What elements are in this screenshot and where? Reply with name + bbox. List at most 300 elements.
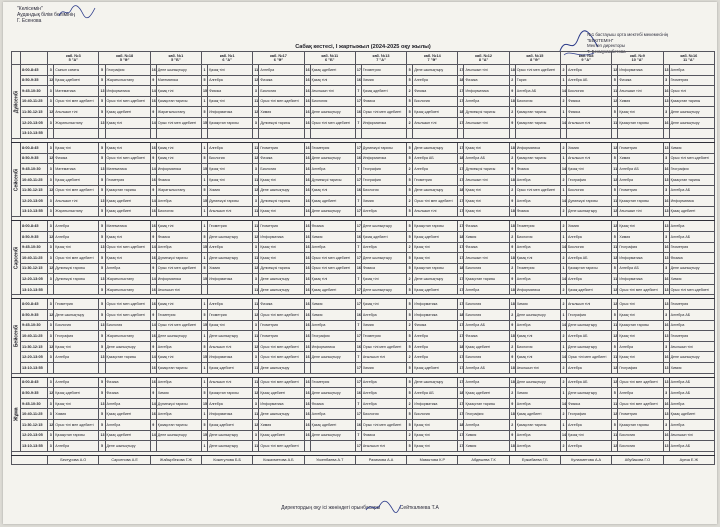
cabinet-number: 12	[612, 96, 618, 107]
cabinet-number: 1	[202, 253, 208, 264]
cabinet-number: 18	[509, 206, 515, 217]
subject-cell: Жаратылыстану	[105, 75, 150, 86]
subject-cell: Дене шынықтыру	[259, 284, 304, 295]
subject-cell: Информатика	[208, 409, 253, 420]
subject-cell: Дене шынықтыру	[208, 253, 253, 264]
subject-cell: Қазақстан тарихы	[156, 420, 201, 431]
cabinet-number: 5	[612, 107, 618, 118]
cabinet-number: 5	[99, 185, 105, 196]
cabinet-number: 11	[612, 196, 618, 207]
cabinet-number: 17	[458, 352, 464, 363]
cabinet-number: 16	[355, 231, 361, 242]
subject-cell: Информатика	[156, 164, 201, 175]
cabinet-number: 17	[458, 430, 464, 441]
subject-cell: Алгебра	[156, 409, 201, 420]
subject-cell: Алгебра	[464, 284, 509, 295]
cabinet-number: 15	[202, 352, 208, 363]
cabinet-number: 13	[663, 441, 669, 452]
subject-cell: Алгебра АБ	[464, 363, 509, 374]
cabinet-number: 3	[253, 352, 259, 363]
cabinet-number: 13	[99, 398, 105, 409]
subject-cell	[618, 128, 663, 139]
subject-cell: Информатика	[413, 299, 458, 310]
subject-cell: Қазақ әдебиеті	[413, 231, 458, 242]
cabinet-number: 13	[99, 430, 105, 441]
approved-left-sub: Аудандық білім бөлімінің	[17, 12, 75, 18]
cabinet-number: 2	[509, 341, 515, 352]
cabinet-number: 16	[355, 310, 361, 321]
subject-cell: Қазақ тілі	[156, 352, 201, 363]
cabinet-number: 5	[99, 420, 105, 431]
subject-cell: Ағылшын тілі	[208, 341, 253, 352]
subject-cell: Алгебра	[54, 377, 99, 388]
subject-cell: Информатика	[259, 398, 304, 409]
cabinet-number: 16	[663, 86, 669, 97]
lesson-time: 8:50-9:35	[21, 310, 48, 321]
column-header	[509, 52, 560, 65]
cabinet-number: 5	[407, 284, 413, 295]
cabinet-number: 3	[663, 107, 669, 118]
subject-cell: Қазақстан тарихы	[515, 420, 560, 431]
lesson-time: 8:50-9:35	[21, 153, 48, 164]
subject-cell: Алгебра	[156, 341, 201, 352]
time-header	[21, 52, 48, 65]
subject-cell: Алгебра	[618, 388, 663, 399]
cabinet-number: 12	[612, 143, 618, 154]
subject-cell: Химия	[156, 388, 201, 399]
cabinet-number: 5	[612, 420, 618, 431]
cabinet-number: 2	[407, 398, 413, 409]
subject-cell: Дүниежүзі тарихы	[464, 107, 509, 118]
cabinet-number: 5	[407, 107, 413, 118]
lesson-row	[12, 388, 715, 399]
cabinet-number: 16	[304, 398, 310, 409]
subject-cell: Алгебра	[515, 242, 560, 253]
cabinet-number: 2	[561, 96, 567, 107]
subject-cell: Физика	[515, 164, 560, 175]
cabinet-number: 5	[407, 409, 413, 420]
cabinet-number: 16	[304, 420, 310, 431]
subject-cell: Биология	[105, 320, 150, 331]
cabinet-number: 1	[202, 363, 208, 374]
cabinet-number: 16	[663, 274, 669, 285]
subject-cell: Геометрия	[259, 143, 304, 154]
cabinet-number: 18	[458, 231, 464, 242]
cabinet-number: 17	[355, 299, 361, 310]
cabinet-number: 3	[48, 96, 54, 107]
cabinet-number: 5	[202, 263, 208, 274]
subject-cell: Қазақстан тарихы	[669, 96, 714, 107]
lesson-row	[12, 65, 715, 76]
cabinet-number: 18	[509, 299, 515, 310]
cabinet-number: 12	[612, 441, 618, 452]
cabinet-number: 16	[355, 75, 361, 86]
subject-cell: Орыс тілі мен әдебиеті	[259, 441, 304, 452]
approval-block-left	[17, 6, 187, 24]
subject-cell: Информатика	[413, 310, 458, 321]
cabinet-number: 1	[202, 441, 208, 452]
cabinet-number: 17	[355, 377, 361, 388]
cabinet-number: 12	[253, 388, 259, 399]
cabinet-number: 16	[150, 221, 156, 232]
lesson-row	[12, 398, 715, 409]
cabinet-number: 9	[150, 263, 156, 274]
subject-cell: Физика	[464, 75, 509, 86]
cabinet-number: 13	[663, 206, 669, 217]
subject-cell: Алгебра	[413, 164, 458, 175]
subject-cell: Қазақ әдебиеті	[259, 388, 304, 399]
cabinet-number: 2	[561, 174, 567, 185]
subject-cell: Дене шынықтыру	[567, 388, 612, 399]
cabinet-number: 11	[253, 363, 259, 374]
cabinet-number: 14	[150, 117, 156, 128]
cabinet-number: 2	[561, 221, 567, 232]
cabinet-number: 5	[407, 65, 413, 76]
subject-cell: Қазақстан тарихы	[156, 363, 201, 374]
subject-cell: Химия	[515, 299, 560, 310]
cabinet-number: 18	[509, 441, 515, 452]
cabinet-number: 12	[612, 284, 618, 295]
cabinet-number: 16	[304, 96, 310, 107]
cabinet-number: 16	[304, 196, 310, 207]
cabinet-number: 18	[458, 153, 464, 164]
subject-cell: Алгебра	[310, 242, 355, 253]
subject-cell: Биология	[259, 164, 304, 175]
cabinet-number: 15	[202, 242, 208, 253]
subject-cell: Орыс тілі мен әдебиеті	[618, 377, 663, 388]
subject-cell: Биология	[515, 231, 560, 242]
cabinet-number: 13	[663, 221, 669, 232]
cabinet-number: 2	[407, 430, 413, 441]
subject-cell: Алгебра	[259, 65, 304, 76]
subject-cell: Қазақ әдебиеті	[105, 206, 150, 217]
subject-cell: Физика	[464, 221, 509, 232]
subject-cell	[156, 441, 201, 452]
cabinet-number: 7	[355, 274, 361, 285]
cabinet-number: 2	[561, 363, 567, 374]
subject-cell: Физика	[156, 174, 201, 185]
cabinet-number: 17	[458, 331, 464, 342]
subject-cell: Дене шынықтыру	[567, 320, 612, 331]
subject-cell: Алгебра	[54, 352, 99, 363]
cabinet-number: 5	[99, 206, 105, 217]
subject-cell: Қазақ әдебиеті	[310, 420, 355, 431]
cabinet-number: 3	[663, 185, 669, 196]
cabinet-number: 11	[253, 143, 259, 154]
cabinet-number: 3	[48, 253, 54, 264]
subject-cell: Ағылшын тілі	[361, 441, 406, 452]
cabinet-number: 3	[663, 263, 669, 274]
cabinet-number: 5	[612, 231, 618, 242]
cabinet-number: 16	[304, 231, 310, 242]
lesson-row	[12, 420, 715, 431]
cabinet-number: 16	[150, 409, 156, 420]
subject-cell: Қазақ тілі	[156, 153, 201, 164]
cabinet-number: 7	[355, 352, 361, 363]
lesson-time: 8:00-8:45	[21, 221, 48, 232]
cabinet-number: 18	[458, 107, 464, 118]
subject-cell: Химия	[515, 388, 560, 399]
subject-cell: Жаратылыстану	[105, 331, 150, 342]
column-header	[663, 52, 714, 65]
subject-cell: Алгебра АБ	[669, 388, 714, 399]
lesson-row	[12, 253, 715, 264]
approved-left-name: Г. Есенова	[17, 18, 42, 24]
subject-cell: Дүниежүзі тарихы	[464, 164, 509, 175]
subject-cell: Биология	[515, 96, 560, 107]
cabinet-number: 5	[202, 341, 208, 352]
cabinet-number: 1	[202, 174, 208, 185]
approved-right-line-4: Т. Бекмұхамбетова	[587, 48, 626, 54]
subject-cell: География	[618, 363, 663, 374]
subject-cell: Қазақ тілі	[618, 221, 663, 232]
subject-cell: Информатика	[413, 398, 458, 409]
lesson-row	[12, 441, 715, 452]
cabinet-number: 5	[612, 388, 618, 399]
subject-cell: Алгебра	[464, 96, 509, 107]
cabinet-number: 13	[99, 242, 105, 253]
subject-cell: Қазақстан тарихы	[464, 274, 509, 285]
subject-cell: Геометрия	[156, 310, 201, 321]
cabinet-number: 2	[561, 206, 567, 217]
subject-cell: Орыс тілі мен әдебиеті	[669, 153, 714, 164]
subject-cell: Физика	[310, 398, 355, 409]
cabinet-number: 5	[99, 409, 105, 420]
cabinet-number: 16	[150, 174, 156, 185]
subject-cell: Физика	[105, 388, 150, 399]
cabinet-number: 18	[509, 174, 515, 185]
cabinet-number: 2	[561, 65, 567, 76]
lesson-time: 8:50-9:35	[21, 75, 48, 86]
subject-cell: Қазақ тілі	[413, 253, 458, 264]
cabinet-number: 9	[150, 231, 156, 242]
subject-cell: Қазақ тілі	[515, 253, 560, 264]
subject-cell: Алгебра	[515, 441, 560, 452]
cabinet-number: 11	[253, 284, 259, 295]
column-header	[202, 52, 253, 65]
cabinet-number: 9	[150, 153, 156, 164]
cabinet-number: 14	[150, 398, 156, 409]
subject-cell: Алгебра	[669, 420, 714, 431]
column-class: 8 "Ә"	[530, 58, 540, 62]
class-teacher: Ержибаева Г.Б	[509, 455, 560, 464]
subject-cell: Ағылшын тілі	[515, 363, 560, 374]
cabinet-number: 14	[150, 196, 156, 207]
subject-cell: Информатика	[361, 117, 406, 128]
subject-cell: География	[464, 409, 509, 420]
cabinet-number: 2	[407, 242, 413, 253]
cabinet-number: 3	[48, 409, 54, 420]
subject-cell: Дене шынықтыру	[259, 185, 304, 196]
subject-cell: Қазақ тілі	[567, 164, 612, 175]
cabinet-number: 16	[355, 107, 361, 118]
cabinet-number: 9	[509, 274, 515, 285]
subject-cell: Қазақ тілі	[156, 299, 201, 310]
subject-cell	[515, 128, 560, 139]
cabinet-number: 13	[663, 143, 669, 154]
subject-cell: Геометрия	[54, 299, 99, 310]
cabinet-number: 16	[355, 263, 361, 274]
day-label: Дүйсенбі	[12, 65, 21, 139]
subject-cell: Алгебра	[54, 231, 99, 242]
subject-cell: Алгебра	[208, 75, 253, 86]
cabinet-number: 12	[48, 107, 54, 118]
cabinet-number: 12	[253, 420, 259, 431]
cabinet-number: 17	[458, 117, 464, 128]
subject-cell: Дүниежүзі тарихы	[54, 274, 99, 285]
column-class: 5 "Б"	[171, 58, 181, 62]
cabinet-number: 16	[304, 185, 310, 196]
cabinet-number: 2	[561, 441, 567, 452]
subject-cell: Физика	[105, 377, 150, 388]
subject-cell: Жаратылыстану	[156, 185, 201, 196]
cabinet-number: 17	[458, 206, 464, 217]
subject-cell: Қазақстан тарихы	[105, 352, 150, 363]
cabinet-number: 12	[48, 185, 54, 196]
cabinet-number: 16	[663, 196, 669, 207]
cabinet-number: 11	[253, 377, 259, 388]
cabinet-number: 17	[458, 284, 464, 295]
subject-cell: Алгебра	[361, 206, 406, 217]
subject-cell: Дене шынықтыру	[310, 153, 355, 164]
subject-cell: География	[361, 174, 406, 185]
subject-cell: Ағылшын тілі	[413, 206, 458, 217]
subject-cell: Геометрия	[105, 174, 150, 185]
subject-cell: Химия	[208, 185, 253, 196]
cabinet-number: 12	[612, 65, 618, 76]
lesson-row	[12, 117, 715, 128]
timetable-grid	[11, 48, 715, 465]
subject-cell: Қазақ әдебиеті	[413, 363, 458, 374]
cabinet-number: 7	[355, 86, 361, 97]
subject-cell: Алгебра	[567, 231, 612, 242]
subject-cell: Сынып сағаты	[54, 65, 99, 76]
lesson-time: 12:20-13:05	[21, 430, 48, 441]
subject-cell: Қазақ әдебиеті	[208, 420, 253, 431]
subject-cell	[259, 128, 304, 139]
column-header	[99, 52, 150, 65]
column-room: каб. №8	[578, 53, 594, 58]
subject-cell: Дене шынықтыру	[105, 441, 150, 452]
cabinet-number: 11	[612, 86, 618, 97]
subject-cell: Геометрия	[208, 310, 253, 321]
subject-cell: Алгебра АБ	[464, 320, 509, 331]
subject-cell: Биология	[310, 96, 355, 107]
cabinet-number: 14	[561, 117, 567, 128]
cabinet-number: 3	[48, 242, 54, 253]
subject-cell: Қазақ әдебиеті	[361, 86, 406, 97]
subject-cell: Химия	[618, 153, 663, 164]
cabinet-number: 9	[509, 242, 515, 253]
subject-cell: Қазақ тілі	[413, 430, 458, 441]
lesson-row	[12, 242, 715, 253]
subject-cell: Алгебра	[567, 441, 612, 452]
subject-cell: Қазақстан тарихы	[54, 430, 99, 441]
subject-cell: Орыс тілі мен әдебиеті	[310, 253, 355, 264]
subject-cell: Алгебра АБ	[567, 253, 612, 264]
cabinet-number: 3	[48, 143, 54, 154]
subject-cell: Ағылшын тілі	[464, 65, 509, 76]
column-room: каб. №3	[65, 53, 81, 58]
cabinet-number: 13	[663, 363, 669, 374]
lesson-row	[12, 299, 715, 310]
subject-cell: Қазақ тілі	[156, 86, 201, 97]
subject-cell: Дене шынықтыру	[567, 206, 612, 217]
subject-cell: Қазақ әдебиеті	[669, 409, 714, 420]
cabinet-number: 5	[407, 441, 413, 452]
subject-cell: Физика	[361, 430, 406, 441]
lesson-time: 11:30-12:15	[21, 420, 48, 431]
cabinet-number: 3	[48, 331, 54, 342]
cabinet-number: 3	[48, 174, 54, 185]
lesson-time: 13:10-13:55	[21, 128, 48, 139]
subject-cell: Алгебра	[618, 174, 663, 185]
subject-cell: Қазақ әдебиеті	[105, 107, 150, 118]
subject-cell: Биология	[259, 86, 304, 97]
cabinet-number: 17	[458, 143, 464, 154]
subject-cell: Қазақстан тарихы	[618, 320, 663, 331]
subject-cell: Дене шынықтыру	[310, 430, 355, 441]
cabinet-number: 16	[304, 221, 310, 232]
cabinet-number: 12	[612, 409, 618, 420]
cabinet-number: 11	[253, 253, 259, 264]
subject-cell: Дене шынықтыру	[156, 430, 201, 441]
cabinet-number: 18	[509, 331, 515, 342]
cabinet-number: 16	[355, 420, 361, 431]
subject-cell: Қазақстан тарихы	[515, 107, 560, 118]
subject-cell: Қазақстан тарихы	[464, 398, 509, 409]
cabinet-number: 16	[663, 430, 669, 441]
subject-cell: Ағылшын тілі	[310, 86, 355, 97]
cabinet-number: 16	[663, 320, 669, 331]
subject-cell: Геометрия	[618, 185, 663, 196]
subject-cell: Геометрия	[259, 331, 304, 342]
subject-cell	[310, 128, 355, 139]
cabinet-number: 5	[99, 107, 105, 118]
cabinet-number: 14	[561, 352, 567, 363]
column-room: каб. №15	[526, 53, 544, 58]
cabinet-number: 12	[612, 299, 618, 310]
cabinet-number: 13	[99, 164, 105, 175]
cabinet-number: 17	[458, 65, 464, 76]
cabinet-number: 5	[407, 377, 413, 388]
lesson-row	[12, 409, 715, 420]
cabinet-number: 17	[355, 441, 361, 452]
subject-cell: Физика	[156, 231, 201, 242]
footer-signature-line	[3, 505, 717, 511]
subject-cell: Химия	[669, 143, 714, 154]
cabinet-number: 13	[99, 86, 105, 97]
subject-cell: Дүниежүзі тарихы	[361, 143, 406, 154]
subject-cell: Қазақ тілі	[156, 221, 201, 232]
subject-cell: Информатика	[464, 86, 509, 97]
cabinet-number: 16	[304, 65, 310, 76]
subject-cell: Алгебра	[567, 363, 612, 374]
subject-cell: Алгебра	[413, 341, 458, 352]
subject-cell: Биология	[361, 185, 406, 196]
cabinet-number: 7	[355, 398, 361, 409]
cabinet-number: 17	[458, 242, 464, 253]
cabinet-number: 11	[253, 206, 259, 217]
lesson-time: 11:30-12:15	[21, 341, 48, 352]
subject-cell: Қазақстан тарихы	[515, 117, 560, 128]
column-class: 7 "А"	[376, 58, 386, 62]
subject-cell: Орыс тілі мен әдебиеті	[156, 117, 201, 128]
lesson-time: 8:50-9:35	[21, 388, 48, 399]
subject-cell: Химия	[361, 320, 406, 331]
cabinet-number: 16	[304, 117, 310, 128]
subject-cell: Математика	[156, 75, 201, 86]
